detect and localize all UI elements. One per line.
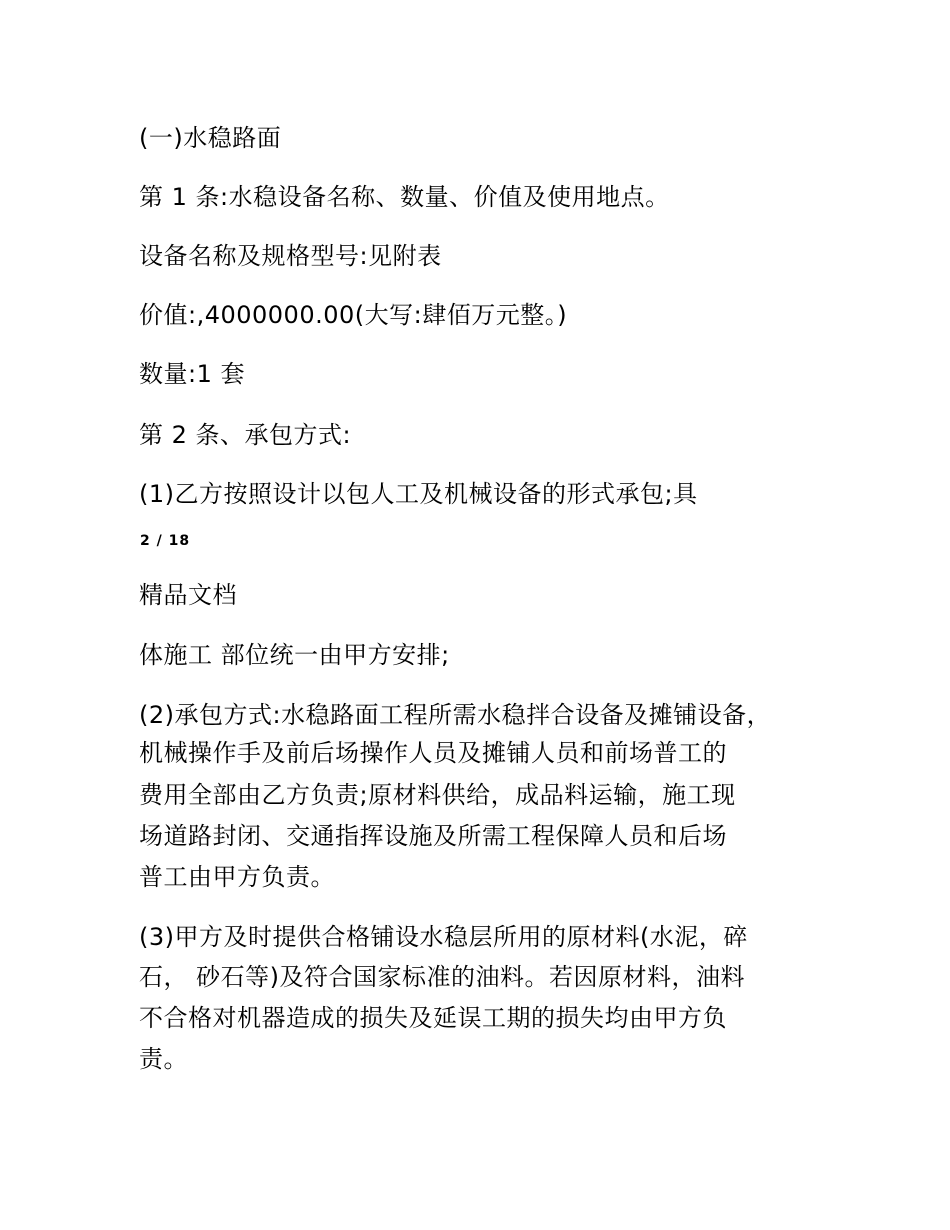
section-heading: (一)水稳路面 xyxy=(139,124,282,152)
clause-2-line-3: 费用全部由乙方负责;原材料供给，成品料运输，施工现 xyxy=(139,781,736,809)
page-number: 2 / 18 xyxy=(140,533,191,549)
clause-2-line-1: (2)承包方式:水稳路面工程所需水稳拌合设备及摊铺设备， xyxy=(139,701,772,729)
clause-2-line-5: 普工由甲方负责。 xyxy=(139,863,335,891)
article-2-title: 第 2 条、承包方式: xyxy=(139,421,352,449)
clause-1-continuation: 体施工 部位统一由甲方安排; xyxy=(139,641,450,669)
clause-3-line-4: 责。 xyxy=(139,1045,188,1073)
clause-3-line-1: (3)甲方及时提供合格铺设水稳层所用的原材料(水泥，碎 xyxy=(139,923,748,951)
watermark-header-text: 精品文档 xyxy=(139,581,237,609)
clause-3-line-2: 石， 砂石等)及符合国家标准的油料。若因原材料，油料 xyxy=(139,963,745,991)
article-1-title: 第 1 条:水稳设备名称、数量、价值及使用地点。 xyxy=(139,183,670,211)
clause-2-line-4: 场道路封闭、交通指挥设施及所需工程保障人员和后场 xyxy=(139,822,727,850)
clause-2-line-2: 机械操作手及前后场操作人员及摊铺人员和前场普工的 xyxy=(139,739,727,767)
quantity-line: 数量:1 套 xyxy=(139,360,245,388)
clause-3-line-3: 不合格对机器造成的损失及延误工期的损失均由甲方负 xyxy=(139,1004,727,1032)
value-line: 价值:,4000000.00(大写:肆佰万元整。) xyxy=(139,301,568,329)
equipment-spec-line: 设备名称及规格型号:见附表 xyxy=(139,242,442,270)
clause-1-text: (1)乙方按照设计以包人工及机械设备的形式承包;具 xyxy=(139,480,698,508)
